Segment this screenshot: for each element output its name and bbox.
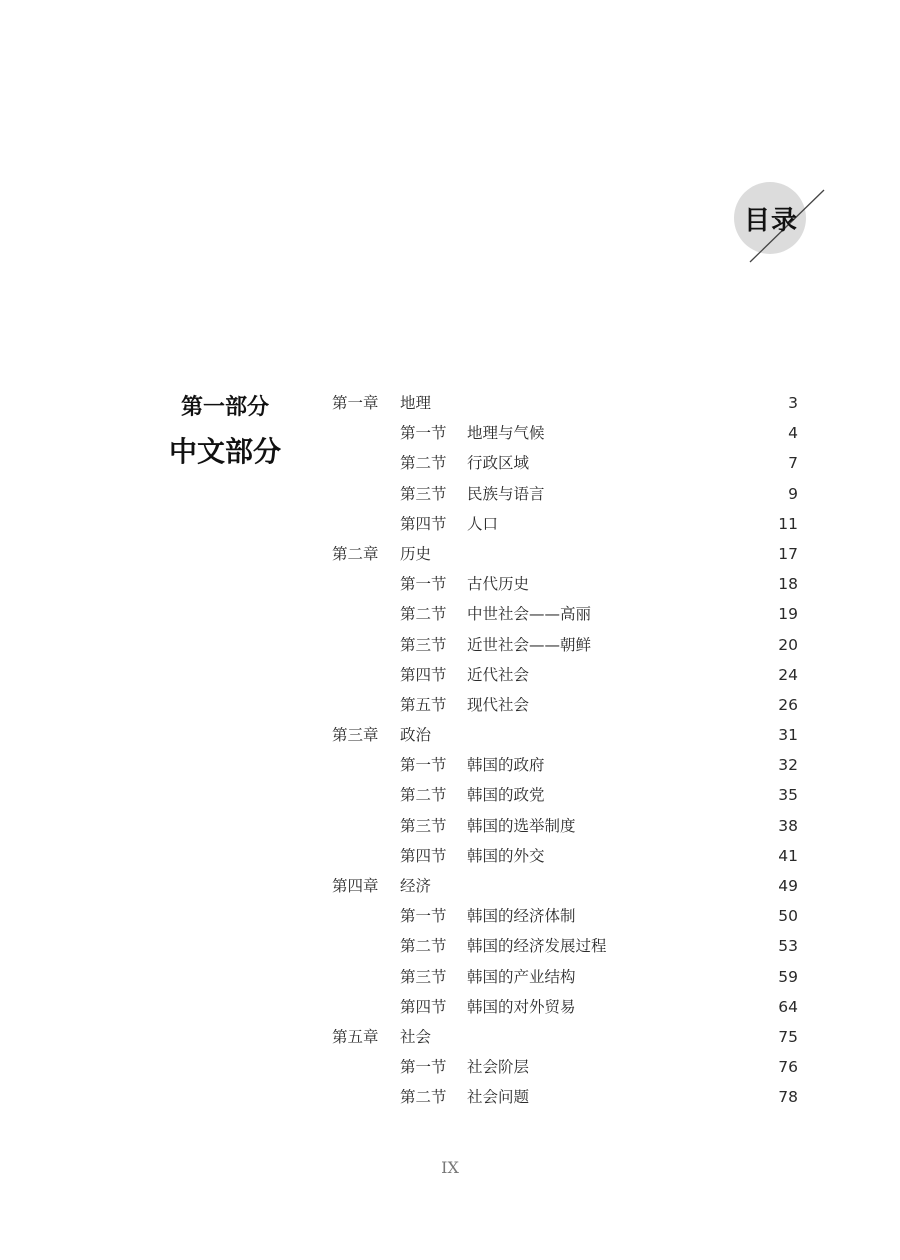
table-of-contents	[332, 388, 798, 1113]
section-number: 第一节	[400, 756, 447, 775]
chapter-number: 第二章	[332, 544, 379, 563]
part-name: 中文部分	[168, 435, 281, 468]
page-number: 4	[788, 424, 798, 443]
section-number: 第三节	[400, 635, 447, 654]
page-number: 38	[778, 816, 798, 835]
toc-section-row[interactable]	[332, 901, 798, 931]
page-number: 31	[778, 726, 798, 745]
section-title: 韩国的选举制度	[467, 816, 576, 835]
page-number: 3	[788, 394, 798, 412]
page-number: 53	[778, 937, 798, 956]
toc-chapter-row[interactable]	[332, 1022, 798, 1052]
chapter-number: 第一章	[332, 394, 379, 412]
toc-chapter-row[interactable]	[332, 720, 798, 750]
section-title: 古代历史	[467, 575, 530, 594]
page-folio: IX	[441, 1158, 459, 1177]
toc-section-row[interactable]	[332, 931, 798, 961]
toc-section-row[interactable]	[332, 509, 798, 539]
page-number: 7	[788, 454, 798, 473]
section-title: 社会问题	[467, 1088, 530, 1107]
toc-chapter-row[interactable]	[332, 388, 798, 418]
section-title: 韩国的政府	[467, 756, 545, 775]
page-number: 49	[778, 877, 798, 895]
page-number: 18	[778, 575, 798, 594]
page-number: 76	[778, 1058, 798, 1077]
section-title: 地理与气候	[467, 424, 545, 443]
toc-section-row[interactable]	[332, 1082, 798, 1112]
chapter-number: 第五章	[332, 1027, 379, 1046]
section-title: 韩国的产业结构	[467, 967, 576, 986]
section-title: 韩国的经济体制	[467, 907, 576, 926]
section-title: 民族与语言	[467, 484, 545, 503]
section-number: 第二节	[400, 786, 447, 805]
page-number: 50	[778, 907, 798, 926]
section-number: 第一节	[400, 1058, 447, 1077]
page-number: 78	[778, 1088, 798, 1107]
section-title: 韩国的对外贸易	[467, 997, 576, 1016]
page-number: 11	[778, 514, 798, 533]
section-number: 第二节	[400, 454, 447, 473]
toc-section-row[interactable]	[332, 599, 798, 629]
page-number: 41	[778, 846, 798, 865]
toc-section-row[interactable]	[332, 418, 798, 448]
chapter-title: 社会	[400, 1027, 432, 1046]
section-number: 第三节	[400, 484, 447, 503]
toc-heading-badge	[730, 178, 830, 268]
page-number: 17	[778, 544, 798, 563]
section-number: 第四节	[400, 665, 447, 684]
toc-section-row[interactable]	[332, 569, 798, 599]
toc-chapter-row[interactable]	[332, 871, 798, 901]
section-number: 第一节	[400, 575, 447, 594]
section-number: 第四节	[400, 846, 447, 865]
chapter-title: 历史	[400, 544, 432, 563]
section-number: 第五节	[400, 695, 447, 714]
toc-section-row[interactable]	[332, 690, 798, 720]
page-number: 35	[778, 786, 798, 805]
page-number: 64	[778, 997, 798, 1016]
section-number: 第四节	[400, 514, 447, 533]
toc-section-row[interactable]	[332, 750, 798, 780]
section-title: 社会阶层	[467, 1058, 530, 1077]
section-title: 人口	[467, 514, 499, 533]
section-title: 韩国的外交	[467, 846, 545, 865]
toc-section-row[interactable]	[332, 1052, 798, 1082]
toc-section-row[interactable]	[332, 630, 798, 660]
section-number: 第三节	[400, 967, 447, 986]
page-number: 26	[778, 695, 798, 714]
page-number: 24	[778, 665, 798, 684]
section-number: 第一节	[400, 907, 447, 926]
section-title: 现代社会	[467, 695, 530, 714]
section-title: 韩国的经济发展过程	[467, 937, 607, 956]
part-number: 第一部分	[180, 394, 269, 420]
toc-chapter-row[interactable]	[332, 539, 798, 569]
page-number: 32	[778, 756, 798, 775]
toc-title: 目录	[744, 206, 799, 236]
section-number: 第二节	[400, 605, 447, 624]
toc-section-row[interactable]	[332, 448, 798, 478]
section-title: 韩国的政党	[467, 786, 545, 805]
chapter-title: 地理	[400, 394, 432, 412]
section-title: 近代社会	[467, 665, 530, 684]
section-number: 第一节	[400, 424, 447, 443]
page-number: 9	[788, 484, 798, 503]
section-title: 行政区域	[467, 454, 530, 473]
toc-section-row[interactable]	[332, 479, 798, 509]
chapter-number: 第四章	[332, 877, 379, 895]
page-number: 20	[778, 635, 798, 654]
section-number: 第三节	[400, 816, 447, 835]
page-number: 19	[778, 605, 798, 624]
page-number: 75	[778, 1027, 798, 1046]
toc-section-row[interactable]	[332, 780, 798, 810]
section-title: 中世社会——高丽	[467, 605, 592, 624]
section-number: 第二节	[400, 937, 447, 956]
toc-section-row[interactable]	[332, 962, 798, 992]
toc-section-row[interactable]	[332, 992, 798, 1022]
toc-section-row[interactable]	[332, 660, 798, 690]
section-number: 第二节	[400, 1088, 447, 1107]
page-number: 59	[778, 967, 798, 986]
chapter-number: 第三章	[332, 726, 379, 745]
section-title: 近世社会——朝鲜	[467, 635, 592, 654]
toc-section-row[interactable]	[332, 811, 798, 841]
toc-section-row[interactable]	[332, 841, 798, 871]
chapter-title: 经济	[400, 877, 432, 895]
section-number: 第四节	[400, 997, 447, 1016]
chapter-title: 政治	[400, 726, 432, 745]
